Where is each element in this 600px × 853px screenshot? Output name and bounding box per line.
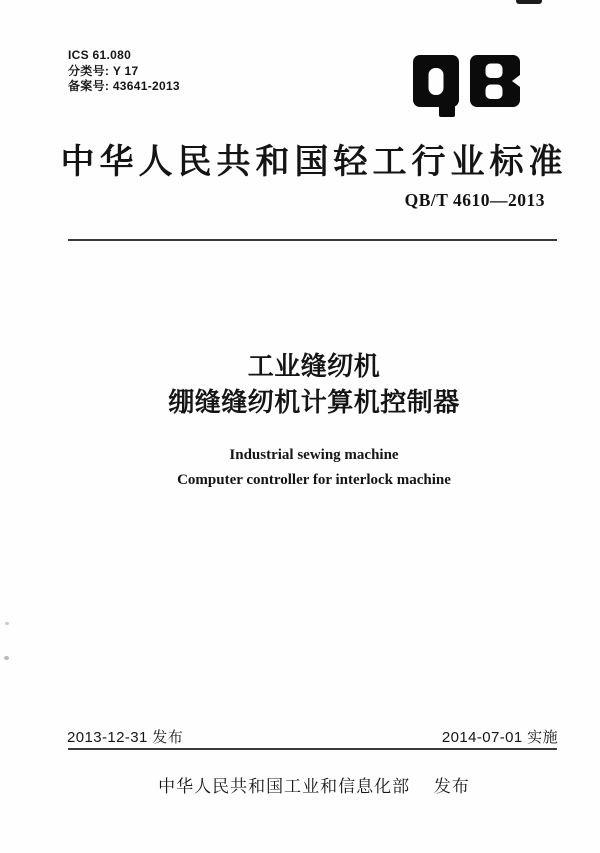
- standard-number: QB/T 4610—2013: [404, 190, 545, 210]
- ics-code: ICS 61.080: [68, 48, 132, 62]
- document-title-chinese: [68, 348, 560, 420]
- document-meta-block: [68, 48, 180, 95]
- publish-action-label: 发布: [433, 777, 470, 796]
- scan-speck: [4, 656, 9, 660]
- dates-row: [67, 726, 558, 747]
- issue-date: 2013-12-31 发布: [67, 729, 184, 746]
- title-en-line1: Industrial sewing machine: [229, 447, 399, 463]
- title-cn-line1: 工业缝纫机: [247, 351, 381, 381]
- scan-artifact-mark: [516, 0, 542, 4]
- document-title-english: [68, 443, 560, 492]
- title-cn-line2: 绷缝缝纫机计算机控制器: [168, 387, 460, 417]
- title-en-line2: Computer controller for interlock machine: [177, 471, 451, 488]
- qb-logo-icon: [413, 54, 523, 118]
- header-divider-rule: [68, 239, 557, 241]
- standard-type-title: 中华人民共和国轻工行业标准: [60, 143, 568, 181]
- classification-number: 分类号: Y 17: [68, 63, 139, 78]
- implement-date: 2014-07-01 实施: [441, 729, 558, 746]
- footer-divider-rule: [68, 748, 557, 750]
- publisher-name: 中华人民共和国工业和信息化部: [158, 777, 411, 796]
- publisher-row: [68, 772, 560, 797]
- record-number: 备案号: 43641-2013: [68, 79, 180, 93]
- scan-speck: [5, 622, 9, 625]
